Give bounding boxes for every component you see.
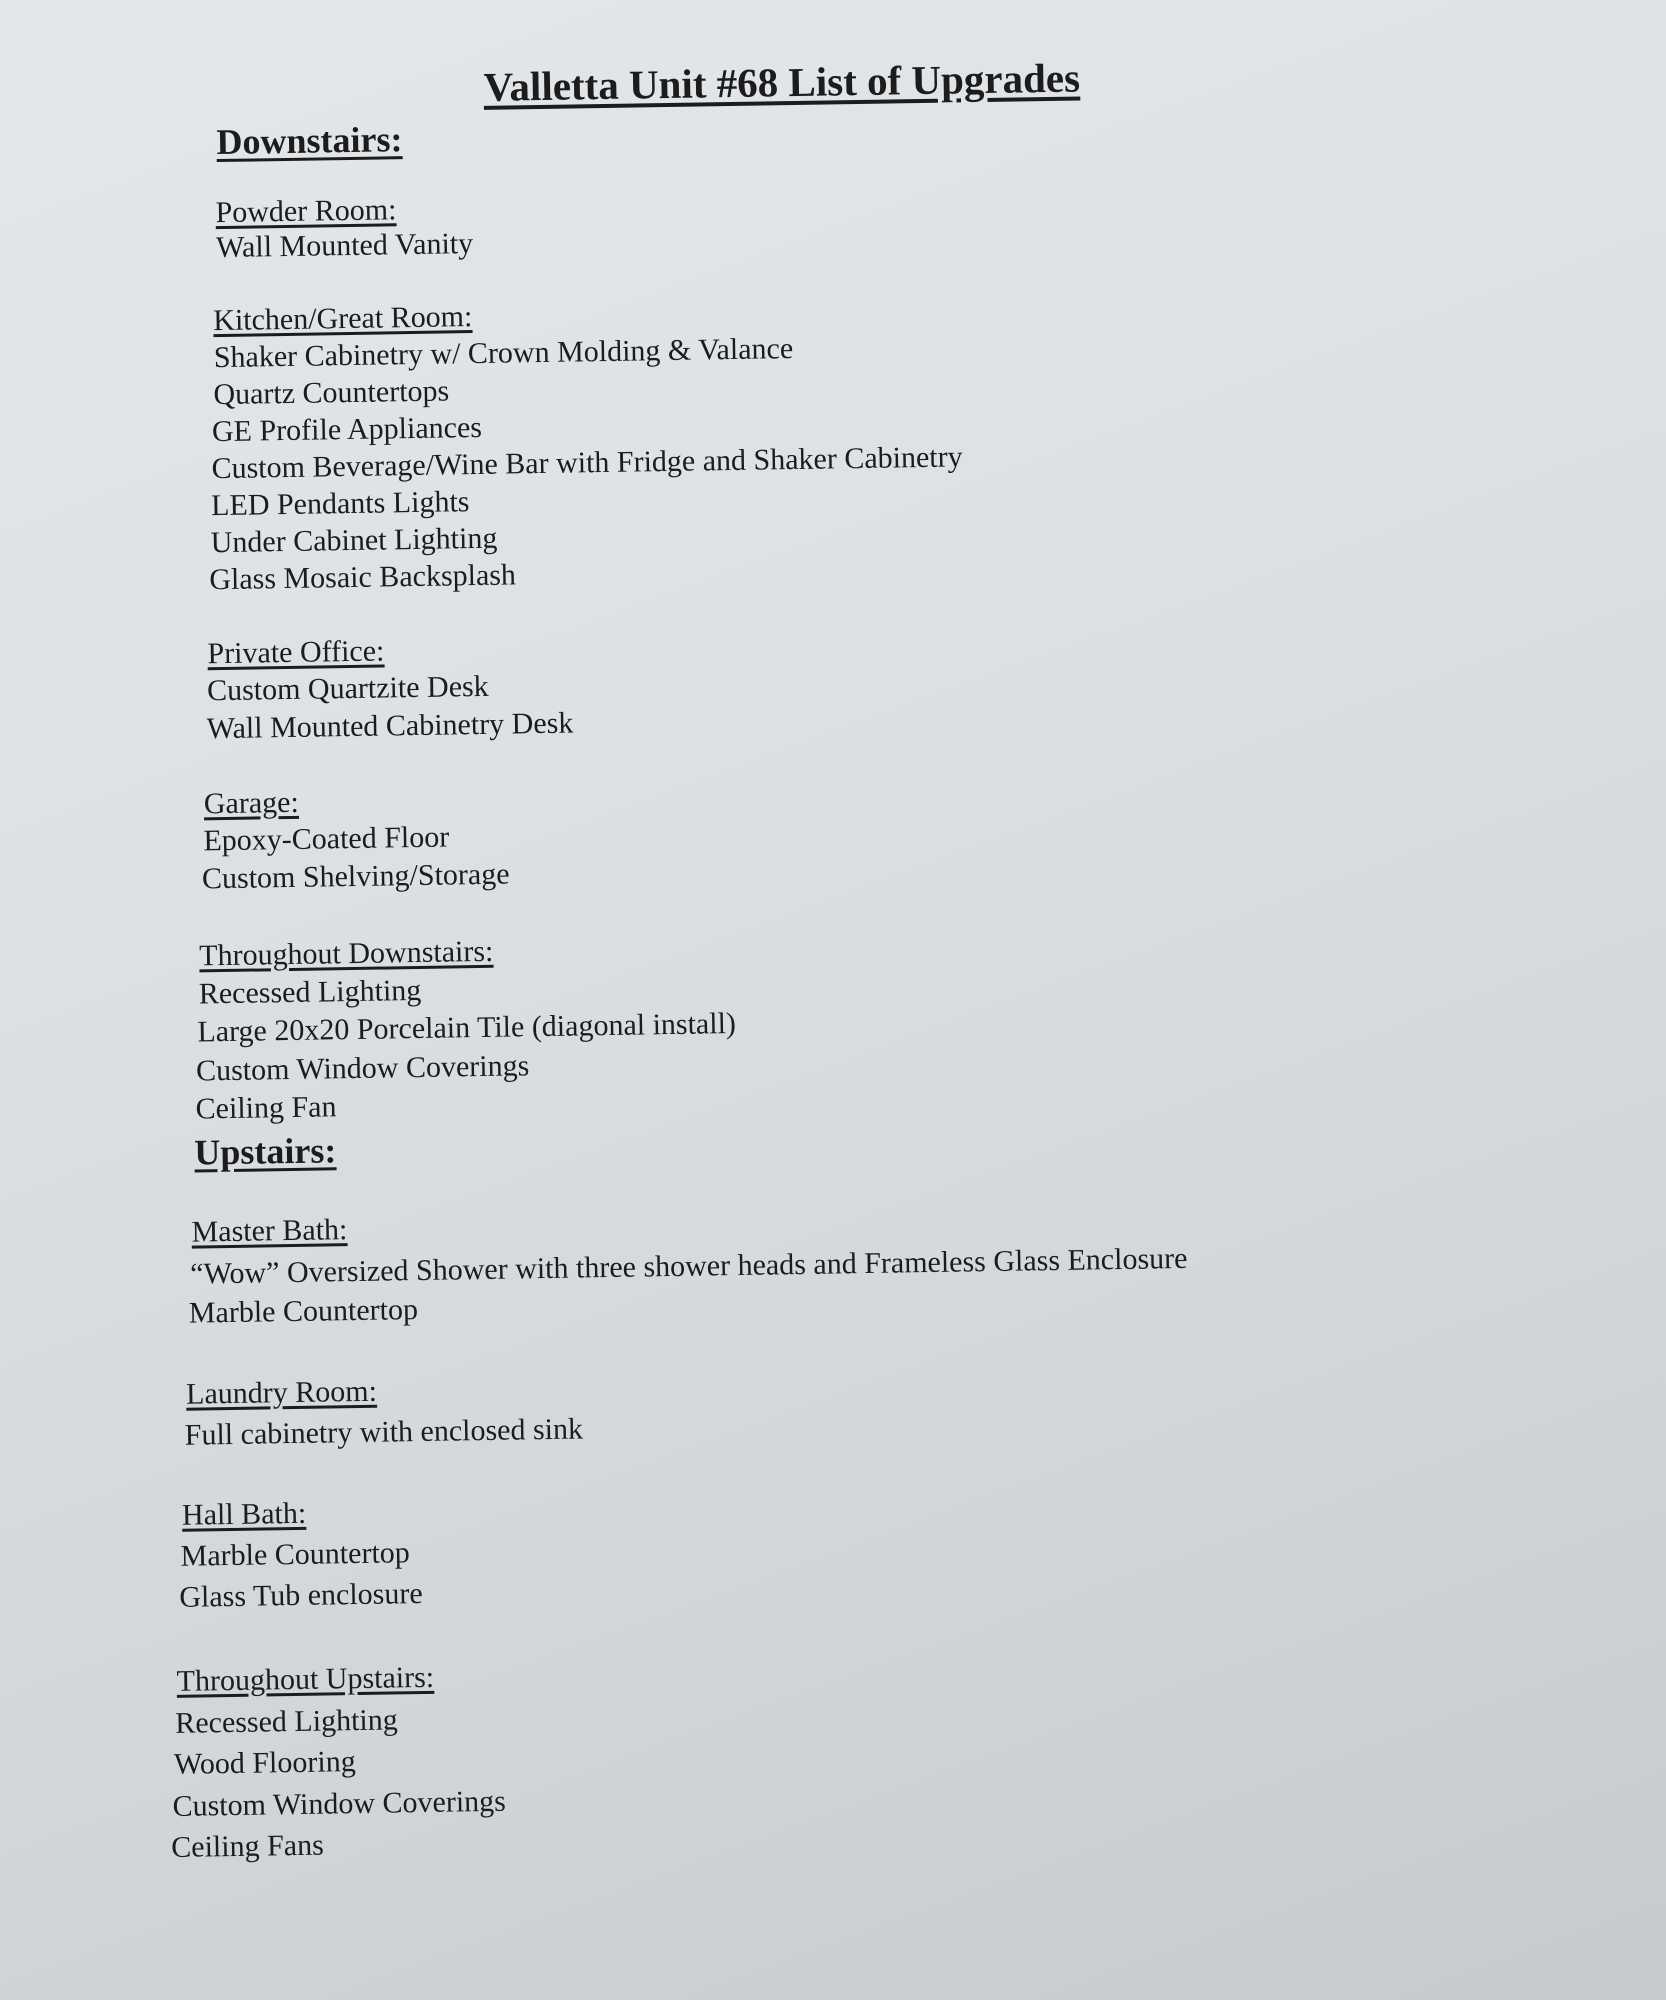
kitchen-item: Shaker Cabinetry w/ Crown Molding & Valance bbox=[213, 332, 794, 375]
document-title: Valletta Unit #68 List of Upgrades bbox=[483, 54, 1081, 110]
master-bath-label: Master Bath: bbox=[191, 1213, 348, 1249]
powder-room-item: Wall Mounted Vanity bbox=[215, 227, 474, 265]
garage-label: Garage: bbox=[203, 785, 300, 821]
office-item: Custom Quartzite Desk bbox=[206, 669, 489, 708]
throughout-upstairs-item: Wood Flooring bbox=[173, 1745, 356, 1781]
throughout-downstairs-item: Recessed Lighting bbox=[198, 973, 422, 1011]
garage-item: Custom Shelving/Storage bbox=[201, 857, 510, 896]
kitchen-item: Quartz Countertops bbox=[213, 374, 450, 412]
throughout-upstairs-item: Ceiling Fans bbox=[170, 1828, 324, 1864]
throughout-upstairs-item: Recessed Lighting bbox=[175, 1703, 398, 1740]
kitchen-item: Glass Mosaic Backsplash bbox=[209, 558, 517, 597]
office-item: Wall Mounted Cabinetry Desk bbox=[206, 706, 574, 746]
hall-bath-label: Hall Bath: bbox=[181, 1496, 307, 1532]
office-label: Private Office: bbox=[207, 634, 385, 671]
kitchen-item: Under Cabinet Lighting bbox=[210, 521, 498, 560]
garage-item: Epoxy-Coated Floor bbox=[203, 820, 450, 858]
upstairs-heading: Upstairs: bbox=[194, 1130, 337, 1173]
laundry-item: Full cabinetry with enclosed sink bbox=[184, 1412, 584, 1452]
master-bath-item: Marble Countertop bbox=[188, 1293, 419, 1330]
throughout-downstairs-label: Throughout Downstairs: bbox=[198, 934, 494, 973]
laundry-label: Laundry Room: bbox=[185, 1374, 378, 1411]
throughout-downstairs-item: Ceiling Fan bbox=[195, 1090, 337, 1126]
kitchen-label: Kitchen/Great Room: bbox=[212, 300, 473, 338]
throughout-downstairs-item: Large 20x20 Porcelain Tile (diagonal install) bbox=[197, 1007, 737, 1049]
throughout-upstairs-label: Throughout Upstairs: bbox=[176, 1660, 435, 1698]
powder-room-label: Powder Room: bbox=[215, 193, 397, 230]
throughout-downstairs-item: Custom Window Coverings bbox=[195, 1049, 530, 1088]
kitchen-item: GE Profile Appliances bbox=[211, 410, 483, 449]
master-bath-item: “Wow” Oversized Shower with three shower heads and Frameless Glass Enclosure bbox=[189, 1241, 1188, 1291]
hall-bath-item: Glass Tub enclosure bbox=[179, 1577, 423, 1614]
hall-bath-item: Marble Countertop bbox=[180, 1536, 411, 1573]
kitchen-item: LED Pendants Lights bbox=[210, 485, 470, 523]
throughout-upstairs-item: Custom Window Coverings bbox=[172, 1784, 507, 1823]
downstairs-heading: Downstairs: bbox=[216, 119, 403, 163]
kitchen-item: Custom Beverage/Wine Bar with Fridge and Shaker Cabinetry bbox=[211, 440, 963, 486]
